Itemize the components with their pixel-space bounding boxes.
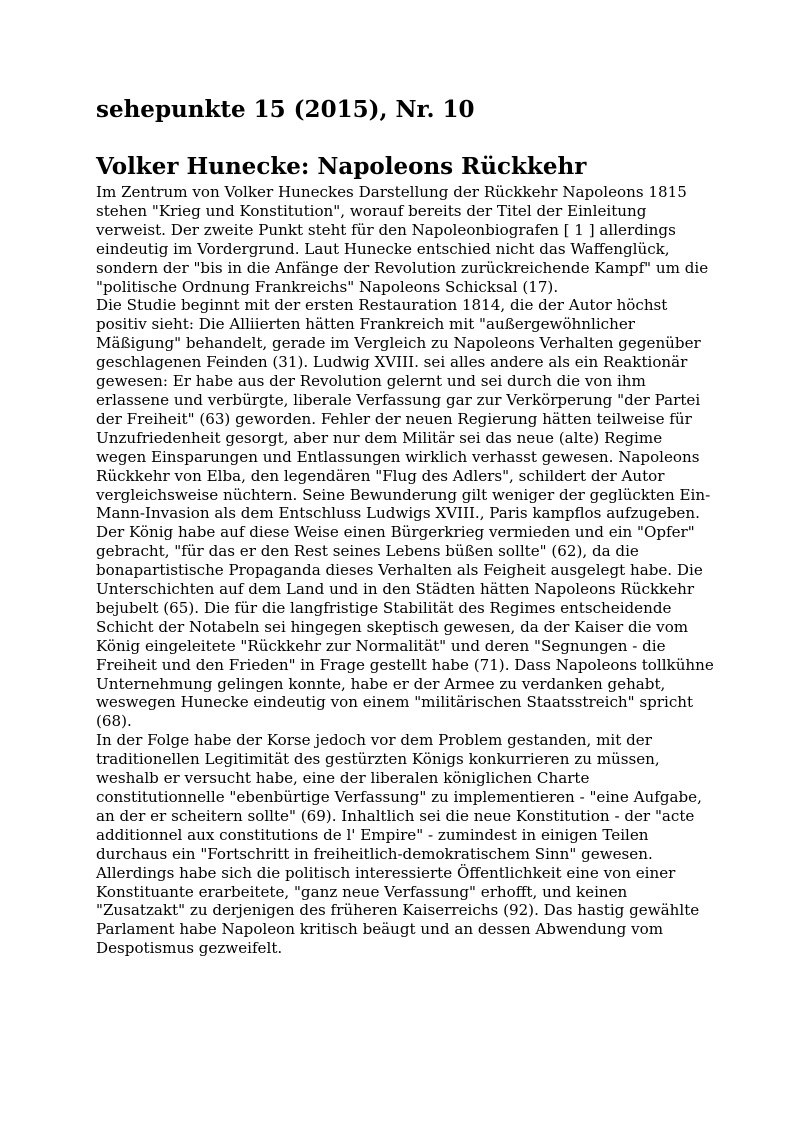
- journal-heading: sehepunkte 15 (2015), Nr. 10: [96, 96, 475, 123]
- paragraph-intro: Im Zentrum von Volker Huneckes Darstellung der Rückkehr Napoleons 1815 stehen "Krieg und Konstitution", worauf bereits der Titel der Einleitung verweist. Der zweite Punkt steht für den Napoleonbiografen [ 1 ] allerdings eindeutig im Vordergrund. Laut Hunecke entschied nicht das Waffenglück, sondern der "bis in die Anfänge der Revolution zurückreichende Kampf" um die "politische Ordnung Frankreichs" Napoleons Schicksal (17).: [96, 183, 709, 296]
- paragraph-restoration: Die Studie beginnt mit der ersten Restauration 1814, die der Autor höchst positiv sieht: Die Alliierten hätten Frankreich mit "außergewöhnlicher Mäßigung" behandelt, gerade im Vergleich zu Napoleons Verhalten gegenüber geschlagenen Feinden (31). Ludwig XVIII. sei alles andere als ein Reaktionär gewesen: Er habe aus der Revolution gelernt und sei durch die von ihm erlassene und verbürgte, liberale Verfassung gar zur Verkörperung "der Partei der Freiheit" (63) geworden. Fehler der neuen Regierung hätten teilweise für Unzufriedenheit gesorgt, aber nur dem Militär sei das neue (alte) Regime wegen Einsparungen und Entlassungen wirklich verhasst gewesen. Napoleons Rückkehr von Elba, den legendären "Flug des Adlers", schildert der Autor vergleichsweise nüchtern. Seine Bewunderung gilt weniger der geglückten Ein-Mann-Invasion als dem Entschluss Ludwigs XVIII., Paris kampflos aufzugeben. Der König habe auf diese Weise einen Bürgerkrieg vermieden und ein "Opfer" gebracht, "für das er den Rest seines Lebens büßen sollte" (62), da die bonapartistische Propaganda dieses Verhalten als Feigheit ausgelegt habe. Die Unterschichten auf dem Land und in den Städten hätten Napoleons Rückkehr bejubelt (65). Die für die langfristige Stabilität des Regimes entscheidende Schicht der Notabeln sei hingegen skeptisch gewesen, da der Kaiser die vom König eingeleitete "Rückkehr zur Normalität" und deren "Segnungen - die Freiheit und den Frieden" in Frage gestellt habe (71). Dass Napoleons tollkühne Unternehmung gelingen konnte, habe er der Armee zu verdanken gehabt, weswegen Hunecke eindeutig von einem "militärischen Staatsstreich" spricht (68).: [96, 296, 714, 731]
- article-title: Volker Hunecke: Napoleons Rückkehr: [96, 153, 587, 180]
- paragraph-constitution: In der Folge habe der Korse jedoch vor dem Problem gestanden, mit der traditionellen Legitimität des gestürzten Königs konkurrieren zu müssen, weshalb er versucht habe, eine der liberalen königlichen Charte constitutionnelle "ebenbürtige Verfassung" zu implementieren - "eine Aufgabe, an der er scheitern sollte" (69). Inhaltlich sei die neue Konstitution - der "acte additionnel aux constitutions de l' Empire" - zumindest in einigen Teilen durchaus ein "Fortschritt in freiheitlich-demokratischem Sinn" gewesen. Allerdings habe sich die politisch interessierte Öffentlichkeit eine von einer Konstituante erarbeitete, "ganz neue Verfassung" erhofft, und keinen "Zusatzakt" zu derjenigen des früheren Kaiserreichs (92). Das hastig gewählte Parlament habe Napoleon kritisch beäugt und an dessen Abwendung vom Despotismus gezweifelt.: [96, 731, 702, 958]
- article-body: [96, 183, 716, 958]
- document-page: [96, 92, 716, 958]
